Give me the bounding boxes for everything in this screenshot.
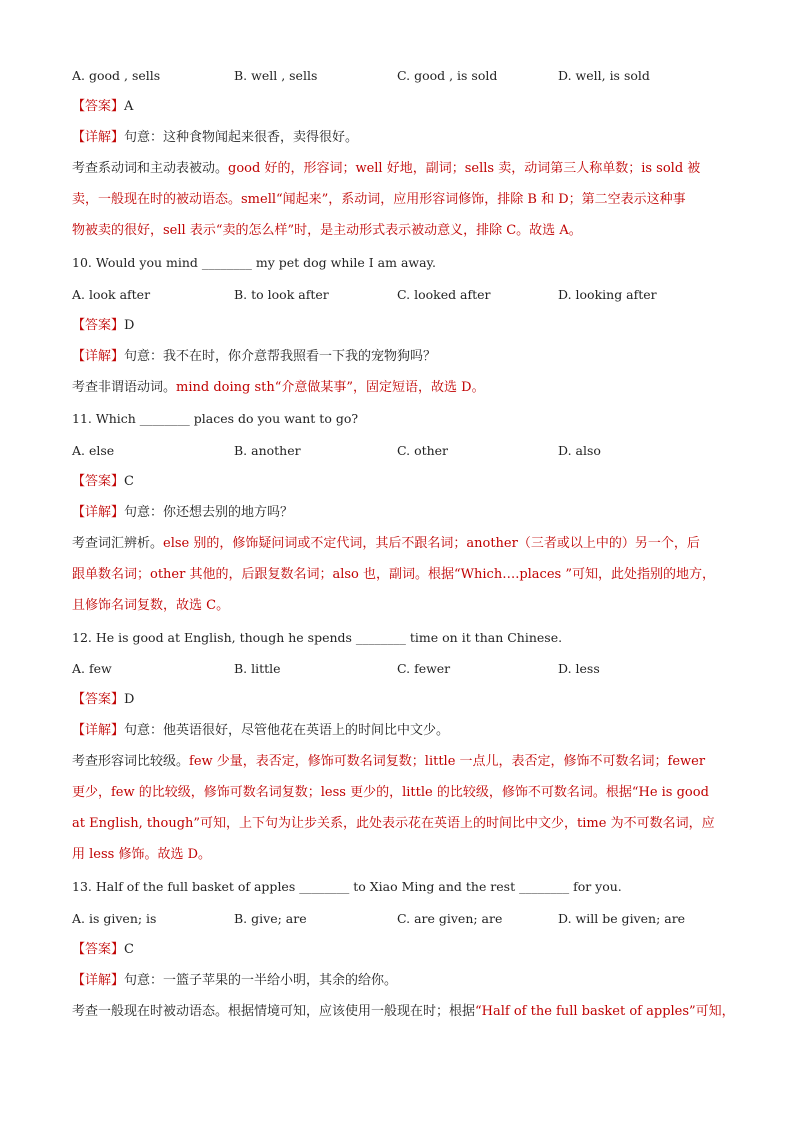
q12-option-c: C. fewer [397, 661, 451, 676]
detail-tag: 【详解】 [72, 130, 125, 145]
q10-option-b: B. to look after [234, 287, 329, 302]
detail-tag: 【详解】 [72, 723, 125, 738]
q12-detail [72, 722, 732, 740]
q13-option-c: C. are given; are [397, 911, 503, 926]
q10-option-d: D. looking after [558, 287, 657, 302]
answer-value: D [124, 318, 135, 333]
answer-tag: 【答案】 [72, 318, 125, 333]
q10-detail [72, 348, 732, 366]
q13-stem: 13. Half of the full basket of apples ________ to Xiao Ming and the rest ________ for you. [72, 879, 622, 894]
answer-tag: 【答案】 [72, 99, 125, 114]
q13-option-a: A. is given; is [72, 911, 157, 926]
explanation-segment: 考查非谓语动词。 [72, 380, 177, 395]
explanation-segment: else 别的，修饰疑问词或不定代词，其后不跟名词；another（三者或以上中的）另一个，后 [163, 536, 700, 551]
explanation-segment: 考查一般现在时被动语态。根据情境可知，应该使用一般现在时；根据 [72, 1004, 476, 1019]
q9-exp-line-2 [72, 191, 732, 209]
explanation-segment: 卖，一般现在时的被动语态。smell“闻起来”，系动词，应用形容词修饰，排除 B 和 D；第二空表示这种事 [72, 192, 686, 207]
explanation-segment: good 好的，形容词；well 好地，副词；sells 卖，动词第三人称单数；is sold 被 [228, 161, 701, 176]
q12-exp-line-3 [72, 815, 732, 833]
q10-option-a: A. look after [72, 287, 151, 302]
answer-tag: 【答案】 [72, 942, 125, 957]
answer-value: D [124, 692, 135, 707]
q12-stem: 12. He is good at English, though he spends ________ time on it than Chinese. [72, 630, 563, 645]
explanation-segment: at English, though”可知，上下句为让步关系，此处表示花在英语上的时间比中文少，time 为不可数名词，应 [72, 816, 715, 831]
q12-option-b: B. little [234, 661, 281, 676]
q11-option-b: B. another [234, 443, 301, 458]
explanation-segment: few 少量，表否定，修饰可数名词复数；little 一点儿，表否定，修饰不可数名词；fewer [189, 754, 706, 769]
detail-text: 句意：他英语很好，尽管他花在英语上的时间比中文少。 [124, 723, 450, 738]
q10-answer [72, 317, 732, 335]
detail-text: 句意：这种食物闻起来很香，卖得很好。 [124, 130, 359, 145]
q9-exp-line-1 [72, 160, 732, 178]
detail-tag: 【详解】 [72, 973, 125, 988]
q11-option-a: A. else [72, 443, 115, 458]
q13-exp-line-1 [72, 1003, 735, 1021]
q11-options [72, 443, 752, 463]
q11-exp-line-2 [72, 566, 732, 584]
q12-option-a: A. few [72, 661, 112, 676]
q9-answer [72, 98, 732, 116]
q9-detail [72, 129, 732, 147]
q12-option-d: D. less [558, 661, 600, 676]
q13-option-d: D. will be given; are [558, 911, 686, 926]
explanation-segment: 考查系动词和主动表被动。 [72, 161, 229, 176]
detail-text: 句意：一篮子苹果的一半给小明，其余的给你。 [124, 973, 398, 988]
q11-exp-line-3 [72, 597, 732, 615]
q12-options [72, 661, 752, 681]
q9-option-b: B. well , sells [234, 68, 318, 83]
explanation-segment: 考查形容词比较级。 [72, 754, 190, 769]
answer-value: C [124, 942, 134, 957]
q9-exp-line-3 [72, 222, 732, 240]
explanation-segment: 考查词汇辨析。 [72, 536, 164, 551]
answer-value: A [124, 99, 134, 114]
q10-options [72, 287, 752, 307]
explanation-segment: mind doing sth“介意做某事”，固定短语，故选 D。 [176, 380, 485, 395]
detail-text: 句意：我不在时，你介意帮我照看一下我的宠物狗吗？ [124, 349, 437, 364]
explanation-segment: 跟单数名词；other 其他的，后跟复数名词；also 也，副词。根据“Which….places ”可知，此处指别的地方， [72, 567, 715, 582]
q10-stem: 10. Would you mind ________ my pet dog while I am away. [72, 255, 436, 270]
q9-option-c: C. good , is sold [397, 68, 498, 83]
q12-exp-line-1 [72, 753, 732, 771]
q9-options [72, 68, 752, 88]
explanation-segment: 更少，few 的比较级，修饰可数名词复数；less 更少的，little 的比较级，修饰不可数名词。根据“He is good [72, 785, 709, 800]
q11-stem: 11. Which ________ places do you want to go? [72, 411, 359, 426]
q13-answer [72, 941, 732, 959]
q12-exp-line-4 [72, 846, 732, 864]
q10-exp-line-1 [72, 379, 732, 397]
q11-answer [72, 473, 732, 491]
q12-exp-line-2 [72, 784, 732, 802]
q13-options [72, 911, 752, 931]
q13-option-b: B. give; are [234, 911, 307, 926]
q11-option-d: D. also [558, 443, 601, 458]
explanation-segment: 物被卖的很好，sell 表示“卖的怎么样”时，是主动形式表示被动意义，排除 C。故选 A。 [72, 223, 582, 238]
answer-value: C [124, 474, 134, 489]
answer-tag: 【答案】 [72, 474, 125, 489]
detail-text: 句意：你还想去别的地方吗？ [124, 505, 294, 520]
q11-exp-line-1 [72, 535, 732, 553]
answer-tag: 【答案】 [72, 692, 125, 707]
q11-detail [72, 504, 732, 522]
q11-option-c: C. other [397, 443, 449, 458]
q12-answer [72, 691, 732, 709]
q9-option-d: D. well, is sold [558, 68, 650, 83]
detail-tag: 【详解】 [72, 349, 125, 364]
explanation-segment: “Half of the full basket of apples”可知， [475, 1004, 735, 1019]
q9-option-a: A. good , sells [72, 68, 161, 83]
q10-option-c: C. looked after [397, 287, 491, 302]
explanation-segment: 用 less 修饰。故选 D。 [72, 847, 212, 862]
q13-detail [72, 972, 732, 990]
detail-tag: 【详解】 [72, 505, 125, 520]
explanation-segment: 且修饰名词复数，故选 C。 [72, 598, 230, 613]
